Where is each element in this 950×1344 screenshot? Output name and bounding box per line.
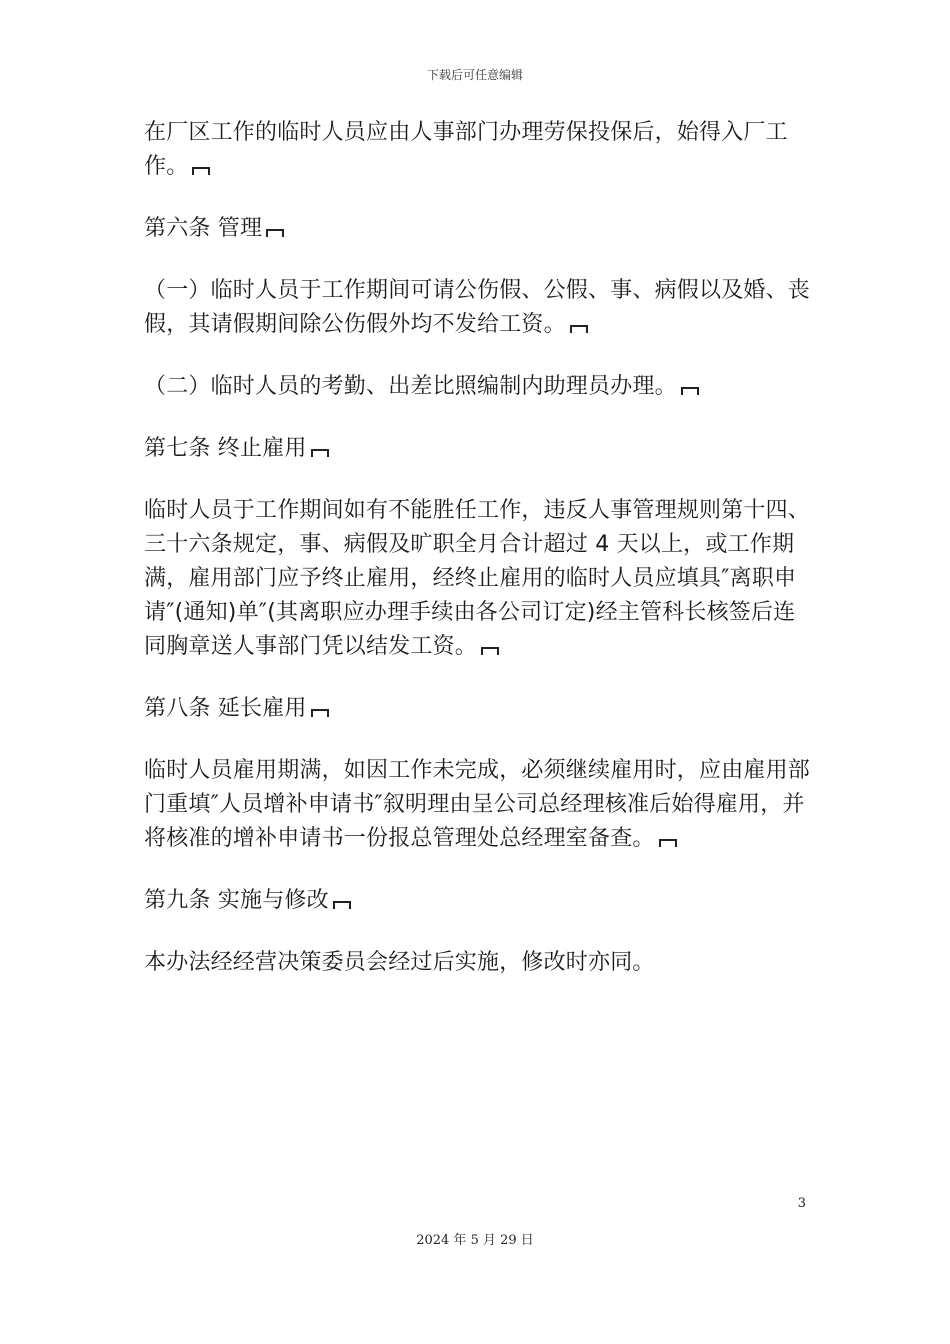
paragraph-mark-icon bbox=[481, 647, 499, 655]
paragraph bbox=[144, 494, 814, 664]
paragraph-mark-icon bbox=[311, 449, 329, 457]
paragraph-mark-icon bbox=[266, 229, 284, 237]
paragraph-mark-icon bbox=[570, 325, 588, 333]
paragraph-mark-icon bbox=[311, 709, 329, 717]
paragraph-mark-icon bbox=[192, 167, 210, 175]
paragraph-text: （二）临时人员的考勤、出差比照编制内助理员办理。 bbox=[144, 374, 677, 399]
paragraph-text: 临时人员于工作期间如有不能胜任工作，违反人事管理规则第十四、三十六条规定，事、病假及旷职全月合计超过 4 天以上，或工作期满，雇用部门应予终止雇用，经终止雇用的临时人员应填具″离职申请″(通知)单″(其离职应办理手续由各公司订定)经主管科长核签后连同胸章送人事部门凭以结发工资。 bbox=[144, 498, 811, 659]
paragraph-mark-icon bbox=[333, 901, 351, 909]
page-number: 3 bbox=[797, 1196, 806, 1211]
paragraph-text: （一）临时人员于工作期间可请公伤假、公假、事、病假以及婚、丧假，其请假期间除公伤假外均不发给工资。 bbox=[144, 278, 811, 337]
paragraph-text: 第六条 管理 bbox=[144, 216, 263, 241]
paragraph-text: 第七条 终止雇用 bbox=[144, 436, 307, 461]
article-heading bbox=[144, 212, 814, 246]
article-heading bbox=[144, 884, 814, 918]
footer-date: 2024 年 5 月 29 日 bbox=[416, 1233, 534, 1248]
page-header: 下载后可任意编辑 bbox=[426, 68, 523, 82]
paragraph-text: 第九条 实施与修改 bbox=[144, 888, 329, 913]
document-body bbox=[144, 116, 814, 1008]
article-heading bbox=[144, 692, 814, 726]
paragraph bbox=[144, 754, 814, 856]
paragraph-mark-icon bbox=[659, 839, 677, 847]
paragraph bbox=[144, 116, 814, 184]
paragraph-text: 在厂区工作的临时人员应由人事部门办理劳保投保后，始得入厂工作。 bbox=[144, 120, 788, 179]
article-heading bbox=[144, 432, 814, 466]
paragraph bbox=[144, 946, 814, 980]
paragraph-mark-icon bbox=[681, 387, 699, 395]
paragraph-text: 临时人员雇用期满，如因工作未完成，必须继续雇用时，应由雇用部门重填″人员增补申请书″叙明理由呈公司总经理核准后始得雇用，并将核准的增补申请书一份报总管理处总经理室备查。 bbox=[144, 758, 811, 851]
paragraph bbox=[144, 370, 814, 404]
paragraph-text: 第八条 延长雇用 bbox=[144, 696, 307, 721]
paragraph-text: 本办法经经营决策委员会经过后实施，修改时亦同。 bbox=[144, 950, 655, 975]
paragraph bbox=[144, 274, 814, 342]
